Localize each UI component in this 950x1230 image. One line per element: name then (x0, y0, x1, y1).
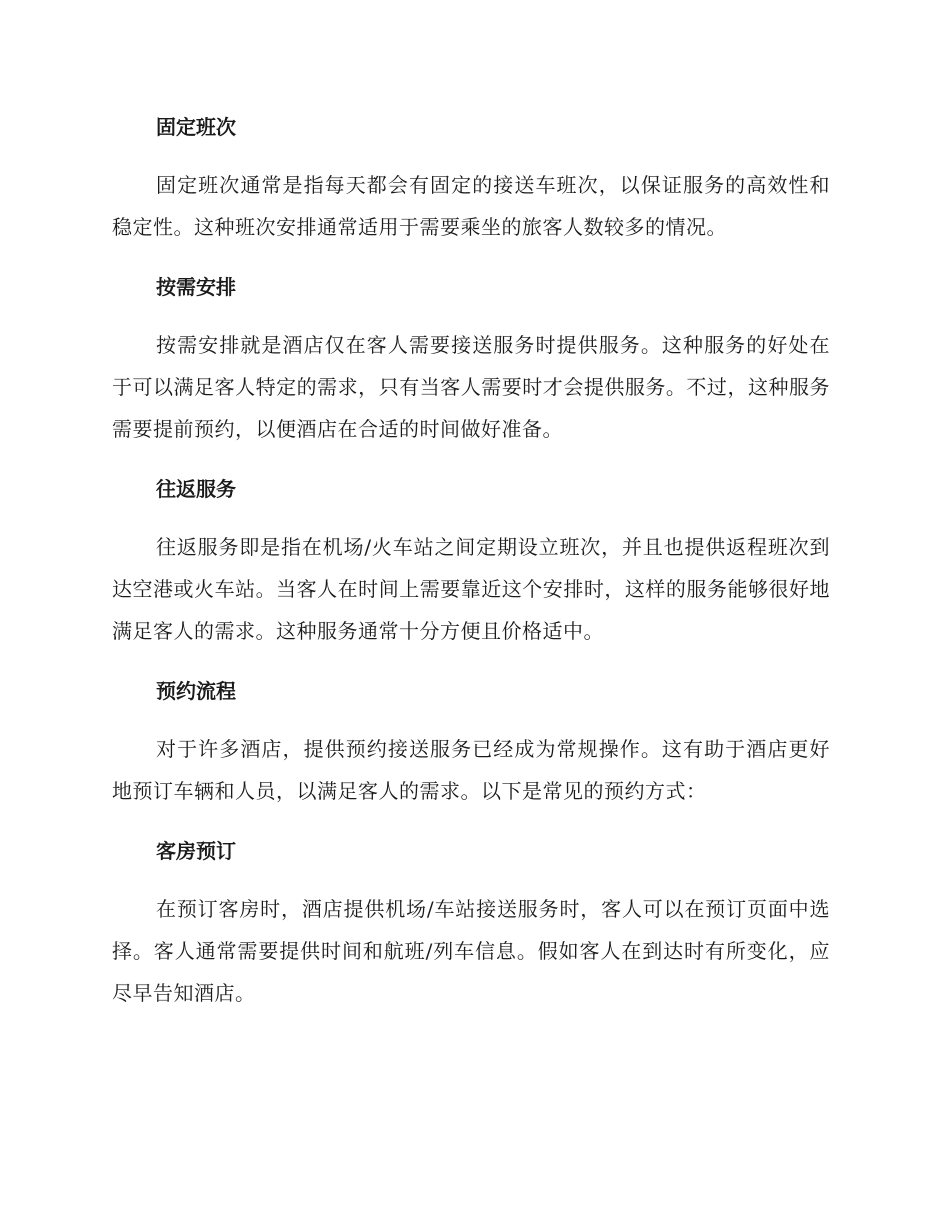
section-body-fixed-schedule: 固定班次通常是指每天都会有固定的接送车班次，以保证服务的高效性和稳定性。这种班次安排通常适用于需要乘坐的旅客人数较多的情况。 (112, 173, 830, 239)
section-heading-room-booking: 客房预订 (156, 839, 236, 863)
section-body-round-trip: 往返服务即是指在机场/火车站之间定期设立班次，并且也提供返程班次到达空港或火车站。当客人在时间上需要靠近这个安排时，这样的服务能够很好地满足客人的需求。这种服务通常十分方便且价格适中。 (112, 535, 830, 643)
section-body-on-demand: 按需安排就是酒店仅在客人需要接送服务时提供服务。这种服务的好处在于可以满足客人特定的需求，只有当客人需要时才会提供服务。不过，这种服务需要提前预约，以便酒店在合适的时间做好准备。 (112, 333, 830, 441)
section-body-booking-process: 对于许多酒店，提供预约接送服务已经成为常规操作。这有助于酒店更好地预订车辆和人员，以满足客人的需求。以下是常见的预约方式： (112, 737, 830, 803)
section-heading-on-demand: 按需安排 (156, 275, 236, 299)
section-heading-booking-process: 预约流程 (156, 679, 236, 703)
document-page (112, 110, 830, 1014)
section-heading-fixed-schedule: 固定班次 (156, 115, 236, 139)
section-heading-round-trip: 往返服务 (156, 477, 236, 501)
section-body-room-booking: 在预订客房时，酒店提供机场/车站接送服务时，客人可以在预订页面中选择。客人通常需要提供时间和航班/列车信息。假如客人在到达时有所变化，应尽早告知酒店。 (112, 897, 830, 1005)
